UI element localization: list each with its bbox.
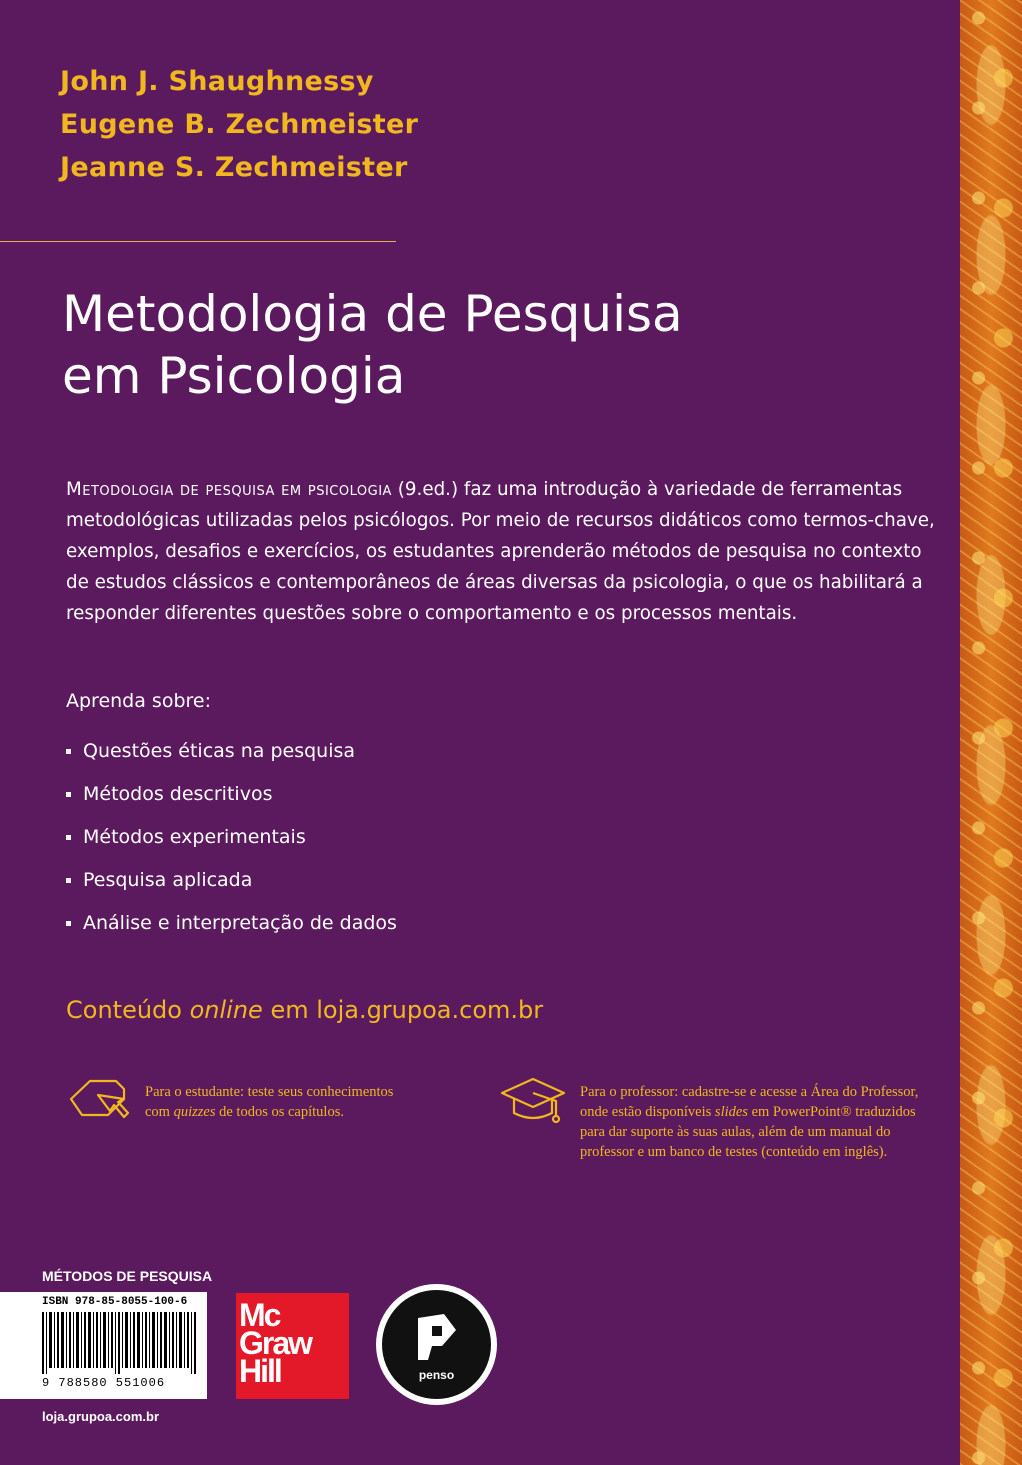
barcode-bars xyxy=(42,1312,197,1374)
description-book-name: Metodologia de pesquisa em psicologia xyxy=(66,479,392,500)
student-info xyxy=(145,1082,395,1122)
category-label: MÉTODOS DE PESQUISA xyxy=(42,1268,213,1284)
online-italic: online xyxy=(189,996,263,1024)
logo-line-1: Mc xyxy=(239,1297,280,1333)
bullet-icon xyxy=(66,835,71,840)
online-prefix: Conteúdo xyxy=(66,996,190,1024)
book-title xyxy=(62,283,942,407)
student-text-italic: quizzes xyxy=(173,1104,216,1120)
author-3: Jeanne S. Zechmeister xyxy=(60,152,408,183)
learn-list xyxy=(66,730,397,945)
list-item-label: Métodos experimentais xyxy=(83,826,306,848)
list-item xyxy=(66,730,397,773)
penso-label: penso xyxy=(418,1368,455,1382)
footer-url[interactable]: loja.grupoa.com.br xyxy=(42,1409,160,1424)
student-text-2: de todos os capítulos. xyxy=(215,1104,344,1120)
paisley-border xyxy=(960,0,1022,1465)
teacher-text-2: em PowerPoint® traduzidos para dar suporte às suas aulas, além de um manual do professor e um banco de testes (conteúdo em inglês). xyxy=(580,1104,916,1160)
logo-line-3: Hill xyxy=(239,1353,281,1389)
list-item xyxy=(66,902,397,945)
penso-mark-icon xyxy=(414,1312,460,1362)
list-item-label: Métodos descritivos xyxy=(83,783,273,805)
bullet-icon xyxy=(66,878,71,883)
teacher-info xyxy=(580,1082,925,1162)
online-suffix: em loja.grupoa.com.br xyxy=(262,996,544,1024)
bullet-icon xyxy=(66,749,71,754)
online-content-link[interactable] xyxy=(66,996,543,1024)
graduation-cap-icon xyxy=(498,1073,568,1125)
author-2: Eugene B. Zechmeister xyxy=(60,109,419,140)
divider-line xyxy=(0,241,396,242)
list-item xyxy=(66,816,397,859)
list-item-label: Análise e interpretação de dados xyxy=(83,912,397,934)
bullet-icon xyxy=(66,921,71,926)
list-item xyxy=(66,773,397,816)
learn-heading: Aprenda sobre: xyxy=(66,690,211,712)
teacher-text-italic: slides xyxy=(714,1104,748,1120)
mcgraw-hill-logo xyxy=(236,1293,349,1399)
isbn-text: ISBN 978-85-8055-100-6 xyxy=(42,1296,188,1308)
list-item-label: Questões éticas na pesquisa xyxy=(83,740,356,762)
teacher-text-1: Para o professor: cadastre-se e acesse a Área do Professor, onde estão disponíveis xyxy=(580,1084,919,1120)
title-line-1: Metodologia de Pesquisa xyxy=(62,285,683,343)
book-description xyxy=(66,474,946,629)
hand-pointer-icon xyxy=(68,1075,134,1123)
barcode xyxy=(0,1292,207,1399)
barcode-number: 9 788580 551006 xyxy=(42,1376,166,1390)
bullet-icon xyxy=(66,792,71,797)
list-item xyxy=(66,859,397,902)
author-list xyxy=(60,60,418,189)
student-text-1: Para o estudante: teste seus conhecimentos com xyxy=(145,1084,394,1120)
logo-line-2: Graw xyxy=(239,1325,312,1361)
author-1: John J. Shaughnessy xyxy=(60,66,374,97)
description-text: (9.ed.) faz uma introdução à variedade de ferramentas metodológicas utilizadas pelos psicólogos. Por meio de recursos didáticos como termos-chave, exemplos, desafios e exercícios, os estudantes aprenderão métodos de pesquisa no contexto de estudos clássicos e contemporâneos de áreas diversas da psicologia, o que os habilitará a responder diferentes questões sobre o comportamento e os processos mentais. xyxy=(66,479,935,624)
list-item-label: Pesquisa aplicada xyxy=(83,869,253,891)
penso-logo xyxy=(376,1284,497,1405)
title-line-2: em Psicologia xyxy=(62,347,406,405)
